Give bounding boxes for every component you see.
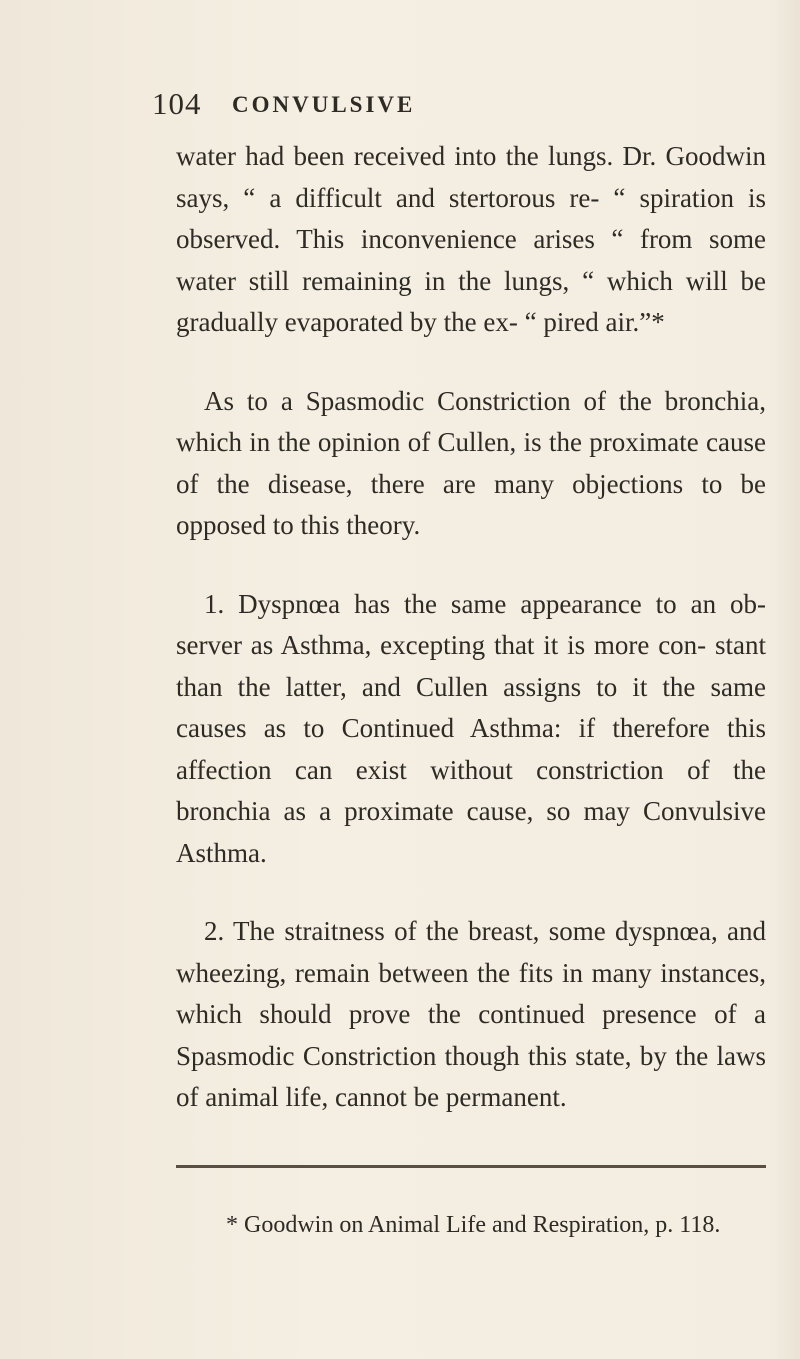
- footnote: * Goodwin on Animal Life and Respiration, p. 118.: [226, 1212, 721, 1238]
- paragraph-point-1: 1. Dyspnœa has the same appearance to an ob- server as Asthma, excepting that it is more con- stant than the latter, and Cullen assigns to it the same causes as to Continued Asthma: if therefore this affection can exist without constriction of the bronchia as a proximate cause, so may Convulsive Asthma.: [176, 588, 766, 868]
- footnote-divider: [176, 1165, 766, 1168]
- paragraph-continuation: water had been received into the lungs. Dr. Goodwin says, “ a difficult and stertorous re- “ spiration is observed. This inconvenience arises “ from some water still remaining in the lungs, “ which will be gradually evaporated by the ex- “ pired air.”*: [176, 141, 766, 337]
- page-edge-shadow: [770, 0, 800, 1359]
- page-number: 104: [152, 86, 202, 121]
- page-header: [152, 86, 712, 126]
- paragraph-point-2: 2. The straitness of the breast, some dyspnœa, and wheezing, remain between the fits in many instances, which should prove the continued presence of a Spasmodic Constriction though this state, by the laws of animal life, cannot be permanent.: [176, 916, 766, 1112]
- body-text: [176, 136, 766, 1156]
- paragraph-spasmodic-constriction: As to a Spasmodic Constriction of the bronchia, which in the opinion of Cullen, is the proximate cause of the disease, there are many objections to be opposed to this theory.: [176, 385, 766, 540]
- running-head: CONVULSIVE: [232, 92, 416, 117]
